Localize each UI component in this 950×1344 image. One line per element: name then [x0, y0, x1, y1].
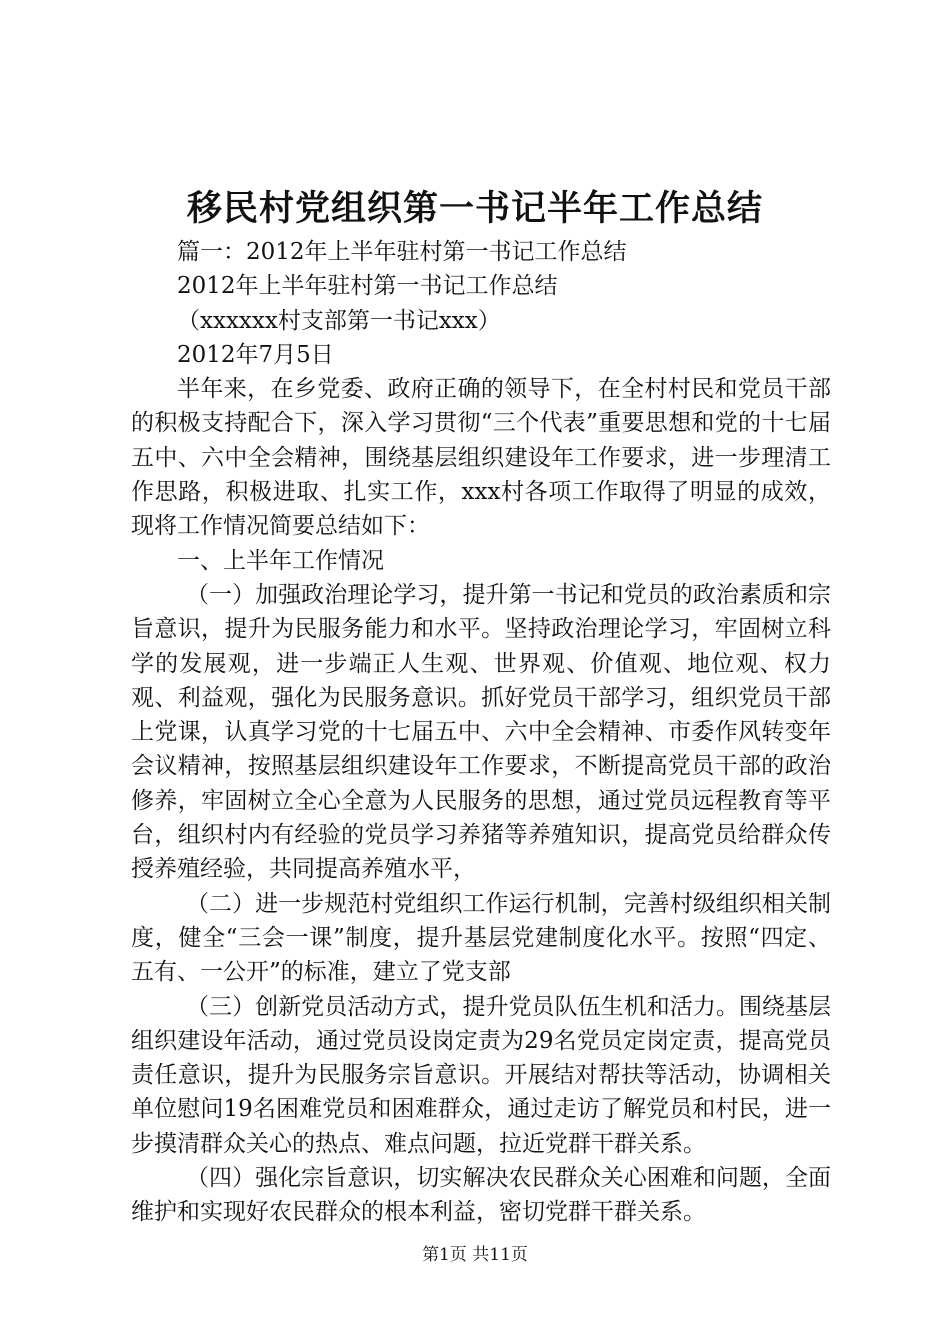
document-title: 移民村党组织第一书记半年工作总结	[186, 188, 763, 229]
section-heading: 一、上半年工作情况	[177, 547, 384, 574]
body-paragraph: 半年来，在乡党委、政府正确的领导下，在全村村民和党员干部的积极支持配合下，深入学习贯彻“三个代表”重要思想和党的十七届五中、六中全会精神，围绕基层组织建设年工作要求，进一步理清工作思路，积极进取、扎实工作，xxx村各项工作取得了明显的成效，现将工作情况简要总结如下：	[131, 376, 831, 540]
body-paragraph: （三）创新党员活动方式，提升党员队伍生机和活力。围绕基层组织建设年活动，通过党员设岗定责为29名党员定岗定责，提高党员责任意识，提升为民服务宗旨意识。开展结对帮扶等活动，协调相关单位慰问19名困难党员和困难群众，通过走访了解党员和村民，进一步摸清群众关心的热点、难点问题，拉近党群干群关系。	[131, 993, 831, 1157]
section-heading: 篇一：2012年上半年驻村第一书记工作总结	[177, 239, 627, 265]
body-paragraph: （四）强化宗旨意识，切实解决农民群众关心困难和问题，全面维护和实现好农民群众的根本利益，密切党群干群关系。	[131, 1165, 831, 1226]
report-date: 2012年7月5日	[177, 341, 334, 368]
page-footer: 第1页 共11页	[422, 1245, 528, 1265]
report-title: 2012年上半年驻村第一书记工作总结	[177, 273, 558, 300]
report-author: （xxxxxx村支部第一书记xxx）	[177, 307, 501, 334]
document-body	[131, 235, 831, 1230]
body-paragraph: （二）进一步规范村党组织工作运行机制，完善村级组织相关制度，健全“三会一课”制度，提升基层党建制度化水平。按照“四定、五有、一公开”的标准，建立了党支部	[131, 890, 831, 986]
body-paragraph: （一）加强政治理论学习，提升第一书记和党员的政治素质和宗旨意识，提升为民服务能力和水平。坚持政治理论学习，牢固树立科学的发展观，进一步端正人生观、世界观、价值观、地位观、权力观、利益观，强化为民服务意识。抓好党员干部学习，组织党员干部上党课，认真学习党的十七届五中、六中全会精神、市委作风转变年会议精神，按照基层组织建设年工作要求，不断提高党员干部的政治修养，牢固树立全心全意为人民服务的思想，通过党员远程教育等平台，组织村内有经验的党员学习养猪等养殖知识，提高党员给群众传授养殖经验，共同提高养殖水平，	[131, 581, 831, 883]
